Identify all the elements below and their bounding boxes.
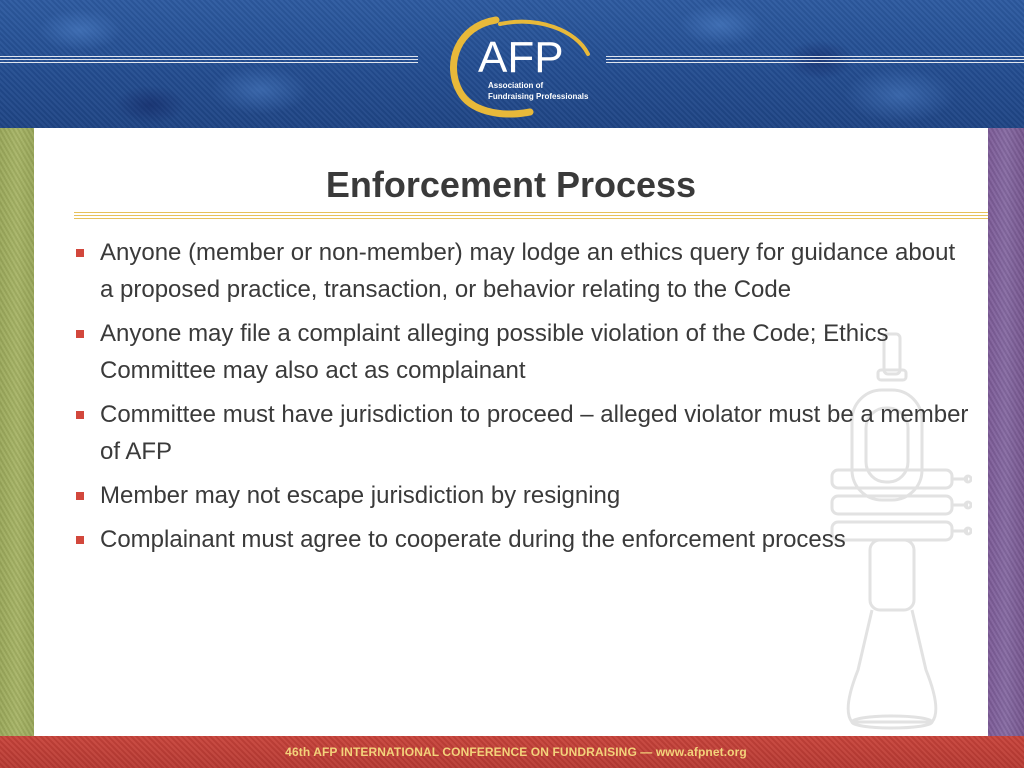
- bullet-text: Anyone may file a complaint alleging possible violation of the Code; Ethics Committee may also act as complainant: [100, 320, 889, 384]
- afp-logo: [438, 14, 598, 118]
- logo-mark: AFP: [478, 33, 564, 82]
- footer-text: 46th AFP INTERNATIONAL CONFERENCE ON FUNDRAISING — www.afpnet.org: [285, 745, 747, 759]
- bullet-text: Member may not escape jurisdiction by resigning: [100, 482, 621, 509]
- header-banner: [0, 0, 1024, 128]
- footer-banner: [0, 736, 1024, 768]
- banner-stripe-left: [0, 56, 418, 64]
- list-item: [74, 396, 974, 470]
- logo-tagline-2: Fundraising Professionals: [488, 92, 589, 101]
- right-decorative-bar: [988, 128, 1024, 736]
- bullet-list: [74, 234, 974, 565]
- list-item: [74, 315, 974, 389]
- afp-logo-icon: [438, 14, 598, 118]
- bullet-text: Committee must have jurisdiction to proceed – alleged violator must be a member of AFP: [100, 401, 969, 465]
- bullet-text: Complainant must agree to cooperate during the enforcement process: [100, 526, 846, 553]
- banner-stripe-right: [606, 56, 1024, 64]
- list-item: [74, 234, 974, 308]
- list-item: [74, 521, 974, 558]
- slide-title: Enforcement Process: [325, 164, 697, 205]
- left-decorative-bar: [0, 128, 34, 736]
- title-underline: [74, 212, 988, 219]
- square-bullet-icon: [76, 536, 84, 544]
- square-bullet-icon: [76, 492, 84, 500]
- list-item: [74, 477, 974, 514]
- logo-tagline-1: Association of: [488, 81, 544, 90]
- square-bullet-icon: [76, 249, 84, 257]
- bullet-text: Anyone (member or non-member) may lodge an ethics query for guidance about a proposed practice, transaction, or behavior relating to the Code: [100, 239, 956, 303]
- square-bullet-icon: [76, 330, 84, 338]
- square-bullet-icon: [76, 411, 84, 419]
